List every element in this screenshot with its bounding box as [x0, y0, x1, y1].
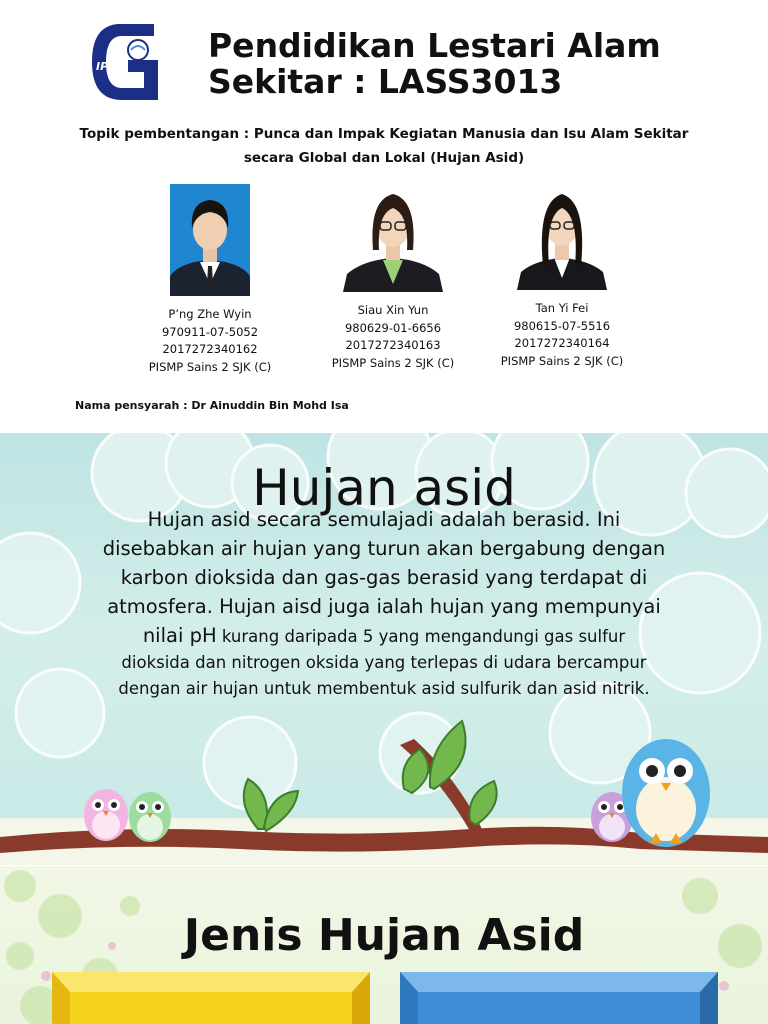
- student-ic-3: 980615-07-5516: [513, 318, 611, 333]
- student-card-3: [472, 182, 652, 370]
- student-card-1: [120, 184, 300, 376]
- body-line: disebabkan air hujan yang turun akan bergabung dengan: [102, 537, 666, 560]
- student-ic-1: 970911-07-5052: [161, 324, 259, 339]
- lecturer-name: Nama pensyarah : Dr Ainuddin Bin Mohd Isa: [75, 399, 349, 412]
- acid-rain-slide: [0, 433, 768, 865]
- student-id-1: 2017272340162: [162, 342, 258, 356]
- types-slide: [0, 866, 768, 1024]
- student-ic-2: 980629-01-6656: [344, 320, 442, 335]
- ipg-logo: [88, 20, 162, 104]
- slide-title: Hujan asid: [252, 459, 516, 517]
- body-line: Hujan asid secara semulajadi adalah berasid. Ini: [147, 508, 621, 531]
- title-slide: [0, 0, 768, 432]
- owl-green: [129, 792, 171, 842]
- title-line-1: Pendidikan Lestari Alam: [208, 26, 661, 65]
- student-card-2: [303, 180, 483, 372]
- slide-title: [208, 28, 748, 100]
- student-name-3: Tan Yi Fei: [535, 301, 589, 315]
- topic-line-1: Topik pembentangan : Punca dan Impak Kegiatan Manusia dan Isu Alam Sekitar: [79, 126, 689, 142]
- slide-title: Jenis Hujan Asid: [183, 910, 585, 961]
- body-line: atmosfera. Hujan aisd juga ialah hujan yang mempunyai: [107, 595, 661, 618]
- student-program-2: PISMP Sains 2 SJK (C): [331, 355, 455, 370]
- student-program-1: PISMP Sains 2 SJK (C): [148, 359, 272, 374]
- student-id-3: 2017272340164: [514, 336, 610, 350]
- title-line-2: Sekitar : LASS3013: [208, 62, 563, 101]
- topic-line-2: secara Global dan Lokal (Hujan Asid): [243, 150, 525, 166]
- body-line: dioksida dan nitrogen oksida yang terlepas di udara bercampur: [121, 653, 647, 672]
- student-program-3: PISMP Sains 2 SJK (C): [500, 353, 624, 368]
- student-photo-3: [517, 182, 607, 290]
- body-line: karbon dioksida dan gas-gas berasid yang terdapat di: [120, 566, 648, 589]
- body-line: [30, 621, 738, 650]
- topic-text: [40, 122, 728, 170]
- student-name-1: P’ng Zhe Wyin: [168, 307, 252, 321]
- yellow-box: [52, 972, 370, 1024]
- student-name-2: Siau Xin Yun: [357, 303, 429, 317]
- blue-box: [400, 972, 718, 1024]
- student-id-2: 2017272340163: [345, 338, 441, 352]
- owl-pink: [84, 789, 128, 841]
- student-photo-2: [343, 180, 443, 292]
- owl-blue: [622, 739, 710, 847]
- student-photo-1: [170, 184, 250, 296]
- body-segment: nilai pH: [142, 624, 217, 647]
- logo-text: IPG: [96, 60, 118, 73]
- slide-body-text: [30, 505, 738, 702]
- body-segment: kurang daripada 5 yang mengandungi gas sulfur: [216, 627, 626, 646]
- body-line: dengan air hujan untuk membentuk asid sulfurik dan asid nitrik.: [118, 679, 650, 698]
